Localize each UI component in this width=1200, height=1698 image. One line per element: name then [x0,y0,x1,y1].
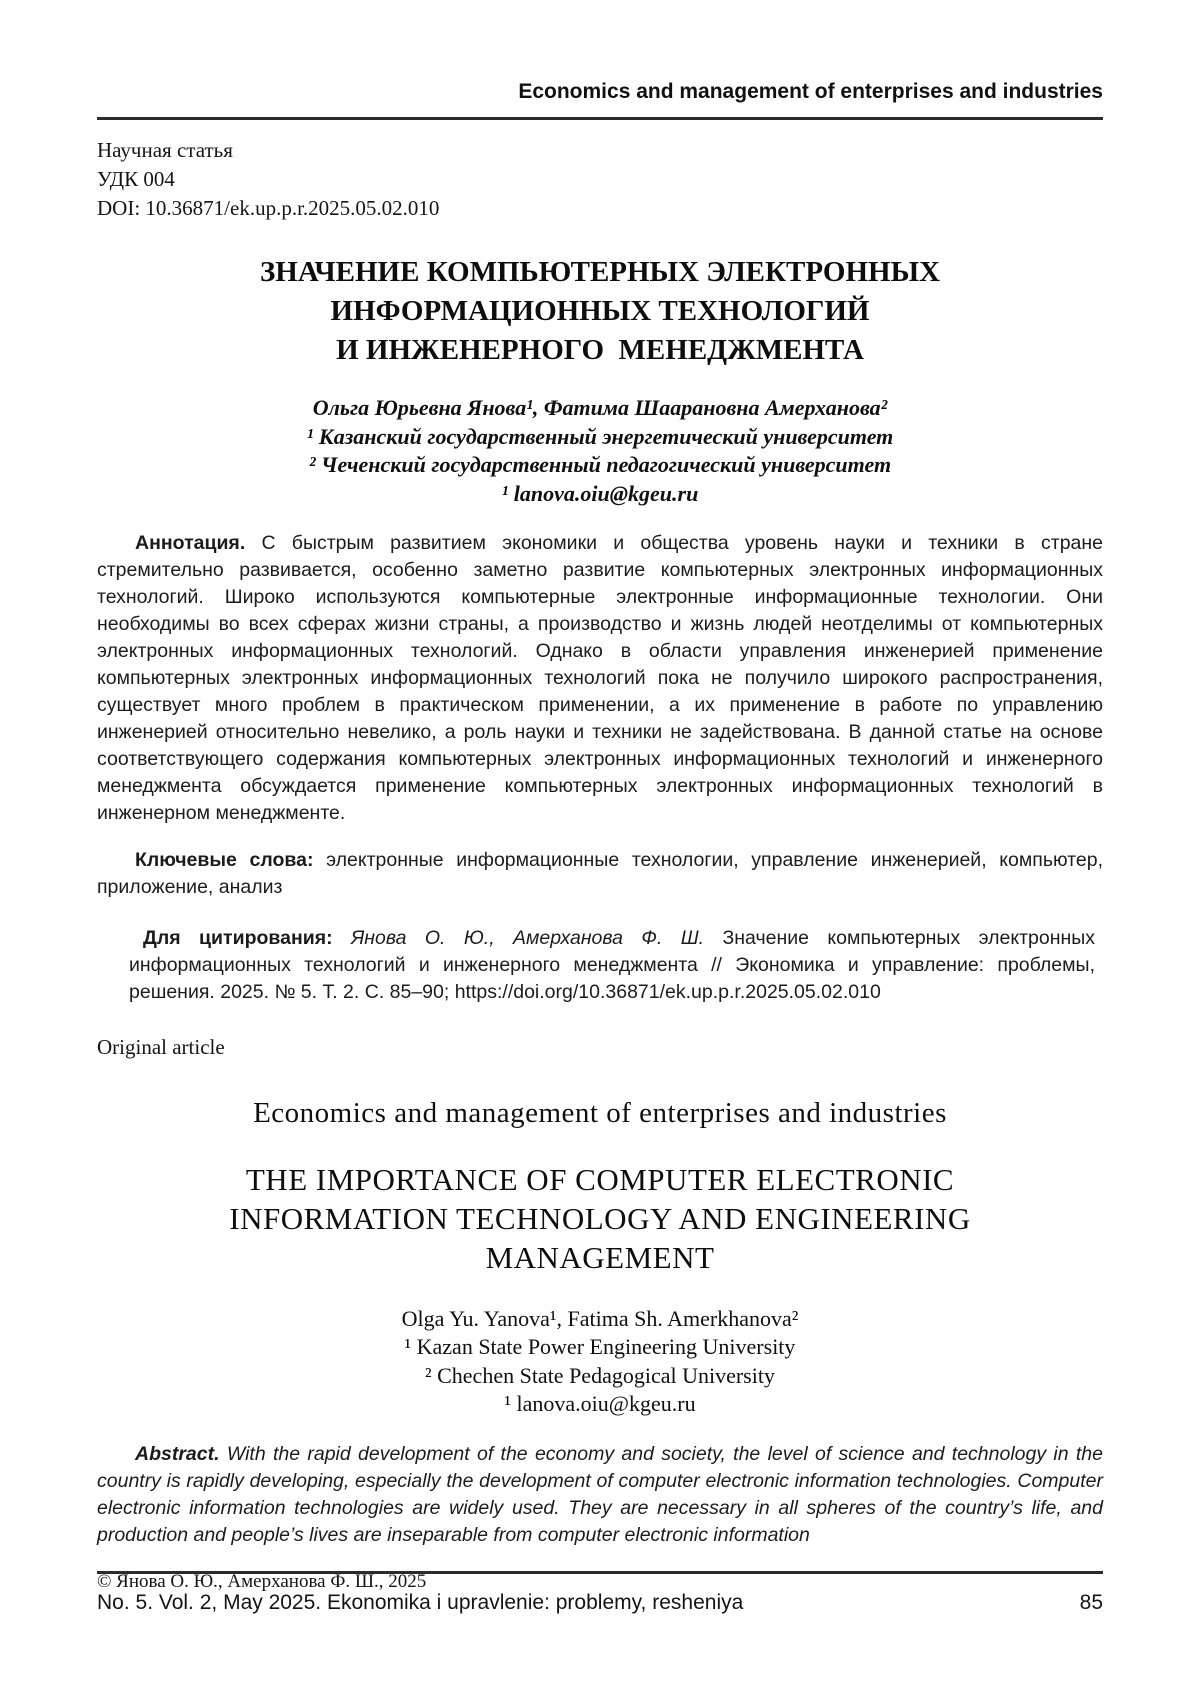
doi-line: DOI: 10.36871/ek.up.p.r.2025.05.02.010 [97,196,440,220]
affiliation-ru-1: ¹ Казанский государственный энергетический университет [306,423,894,449]
title-ru-line-1: ЗНАЧЕНИЕ КОМПЬЮТЕРНЫХ ЭЛЕКТРОННЫХ [259,256,941,288]
title-en [97,1160,1103,1277]
article-type-ru: Научная статья [97,138,233,162]
citation-block [129,925,1095,1006]
abstract-en [97,1441,1103,1549]
title-ru-line-3: И ИНЖЕНЕРНОГО МЕНЕДЖМЕНТА [336,334,864,366]
citation-authors: Янова О. Ю., Амерханова Ф. Ш. [332,926,705,949]
abstract-ru-text: С быстрым развитием экономики и общества уровень науки и техники в стране стремительно развивается, особенно заметно развитие компьютерных электронных информационных технологий. Широко используются компьютерные электронные информационные технологии. Они необходимы во всех сферах жизни страны, а производство и жизнь людей неотделимы от компьютерных электронных информационных технологий. Однако в области управления инженерией применение компьютерных электронных информационных технологий пока не получило широкого распространения, существует много проблем в практическом применении, а их применение в работе по управлению инженерией относительно невелико, а роль науки и техники не задействована. В данной статье на основе соответствующего содержания компьютерных электронных информационных технологий и инженерного менеджмента обсуждается применение компьютерных электронных информационных технологий в инженерном менеджменте. [97,532,1103,824]
citation-label: Для цитирования: [143,926,333,949]
page-header [97,0,1103,120]
footer-journal-line: No. 5. Vol. 2, May 2025. Ekonomika i upravlenie: problemy, resheniya [97,1591,744,1614]
copyright-line: © Янова О. Ю., Амерханова Ф. Ш., 2025 [97,1570,427,1592]
abstract-en-text: With the rapid development of the economy and society, the level of science and technology in the country is rapidly developing, especially the development of computer electronic information technologies. Computer electronic information technologies are widely used. They are necessary in all spheres of the country’s life, and production and people’s lives are inseparable from computer electronic information [97,1442,1103,1546]
authors-block-en [97,1305,1103,1419]
running-head: Economics and management of enterprises and industries [518,80,1103,103]
title-ru [97,253,1103,370]
title-en-line-1: THE IMPORTANCE OF COMPUTER ELECTRONIC [245,1161,955,1197]
article-meta [97,136,1103,223]
title-en-line-2: INFORMATION TECHNOLOGY AND ENGINEERING [229,1200,971,1236]
affiliation-en-1: ¹ Kazan State Power Engineering University [404,1334,796,1359]
citation-text: Значение компьютерных электронных информационных технологий и инженерного менеджмента // Экономика и управление: проблемы, решения. 2025. № 5. Т. 2. С. 85–90; https://doi.org/10.36871/ek.up.p.r.2025.05.02.010 [129,926,1096,1003]
keywords-ru [97,847,1103,901]
email-en: ¹ lanova.oiu@kgeu.ru [504,1391,696,1416]
udc-number: УДК 004 [97,167,175,191]
footer-page-number: 85 [1079,1591,1103,1614]
abstract-en-label: Abstract. [135,1442,220,1465]
affiliation-en-2: ² Chechen State Pedagogical University [425,1362,775,1388]
affiliation-ru-2: ² Чеченский государственный педагогический университет [308,452,892,477]
authors-ru: Ольга Юрьевна Янова¹, Фатима Шаарановна Амерханова² [312,395,888,420]
abstract-ru-label: Аннотация. [135,532,246,554]
authors-block-ru [97,394,1103,508]
article-type-en: Original article [97,1034,225,1059]
page-content [97,0,1103,1593]
title-en-line-3: MANAGEMENT [485,1239,715,1275]
section-heading-en: Economics and management of enterprises and industries [253,1096,947,1129]
abstract-ru [97,530,1103,827]
title-ru-line-2: ИНФОРМАЦИОННЫХ ТЕХНОЛОГИЙ [330,295,870,327]
email-ru: ¹ lanova.oiu@kgeu.ru [501,480,699,506]
page-footer [97,1571,1103,1615]
authors-en: Olga Yu. Yanova¹, Fatima Sh. Amerkhanova² [401,1305,799,1331]
keywords-ru-label: Ключевые слова: [135,848,314,871]
keywords-ru-text: электронные информационные технологии, управление инженерией, компьютер, приложение, анализ [97,848,1103,898]
